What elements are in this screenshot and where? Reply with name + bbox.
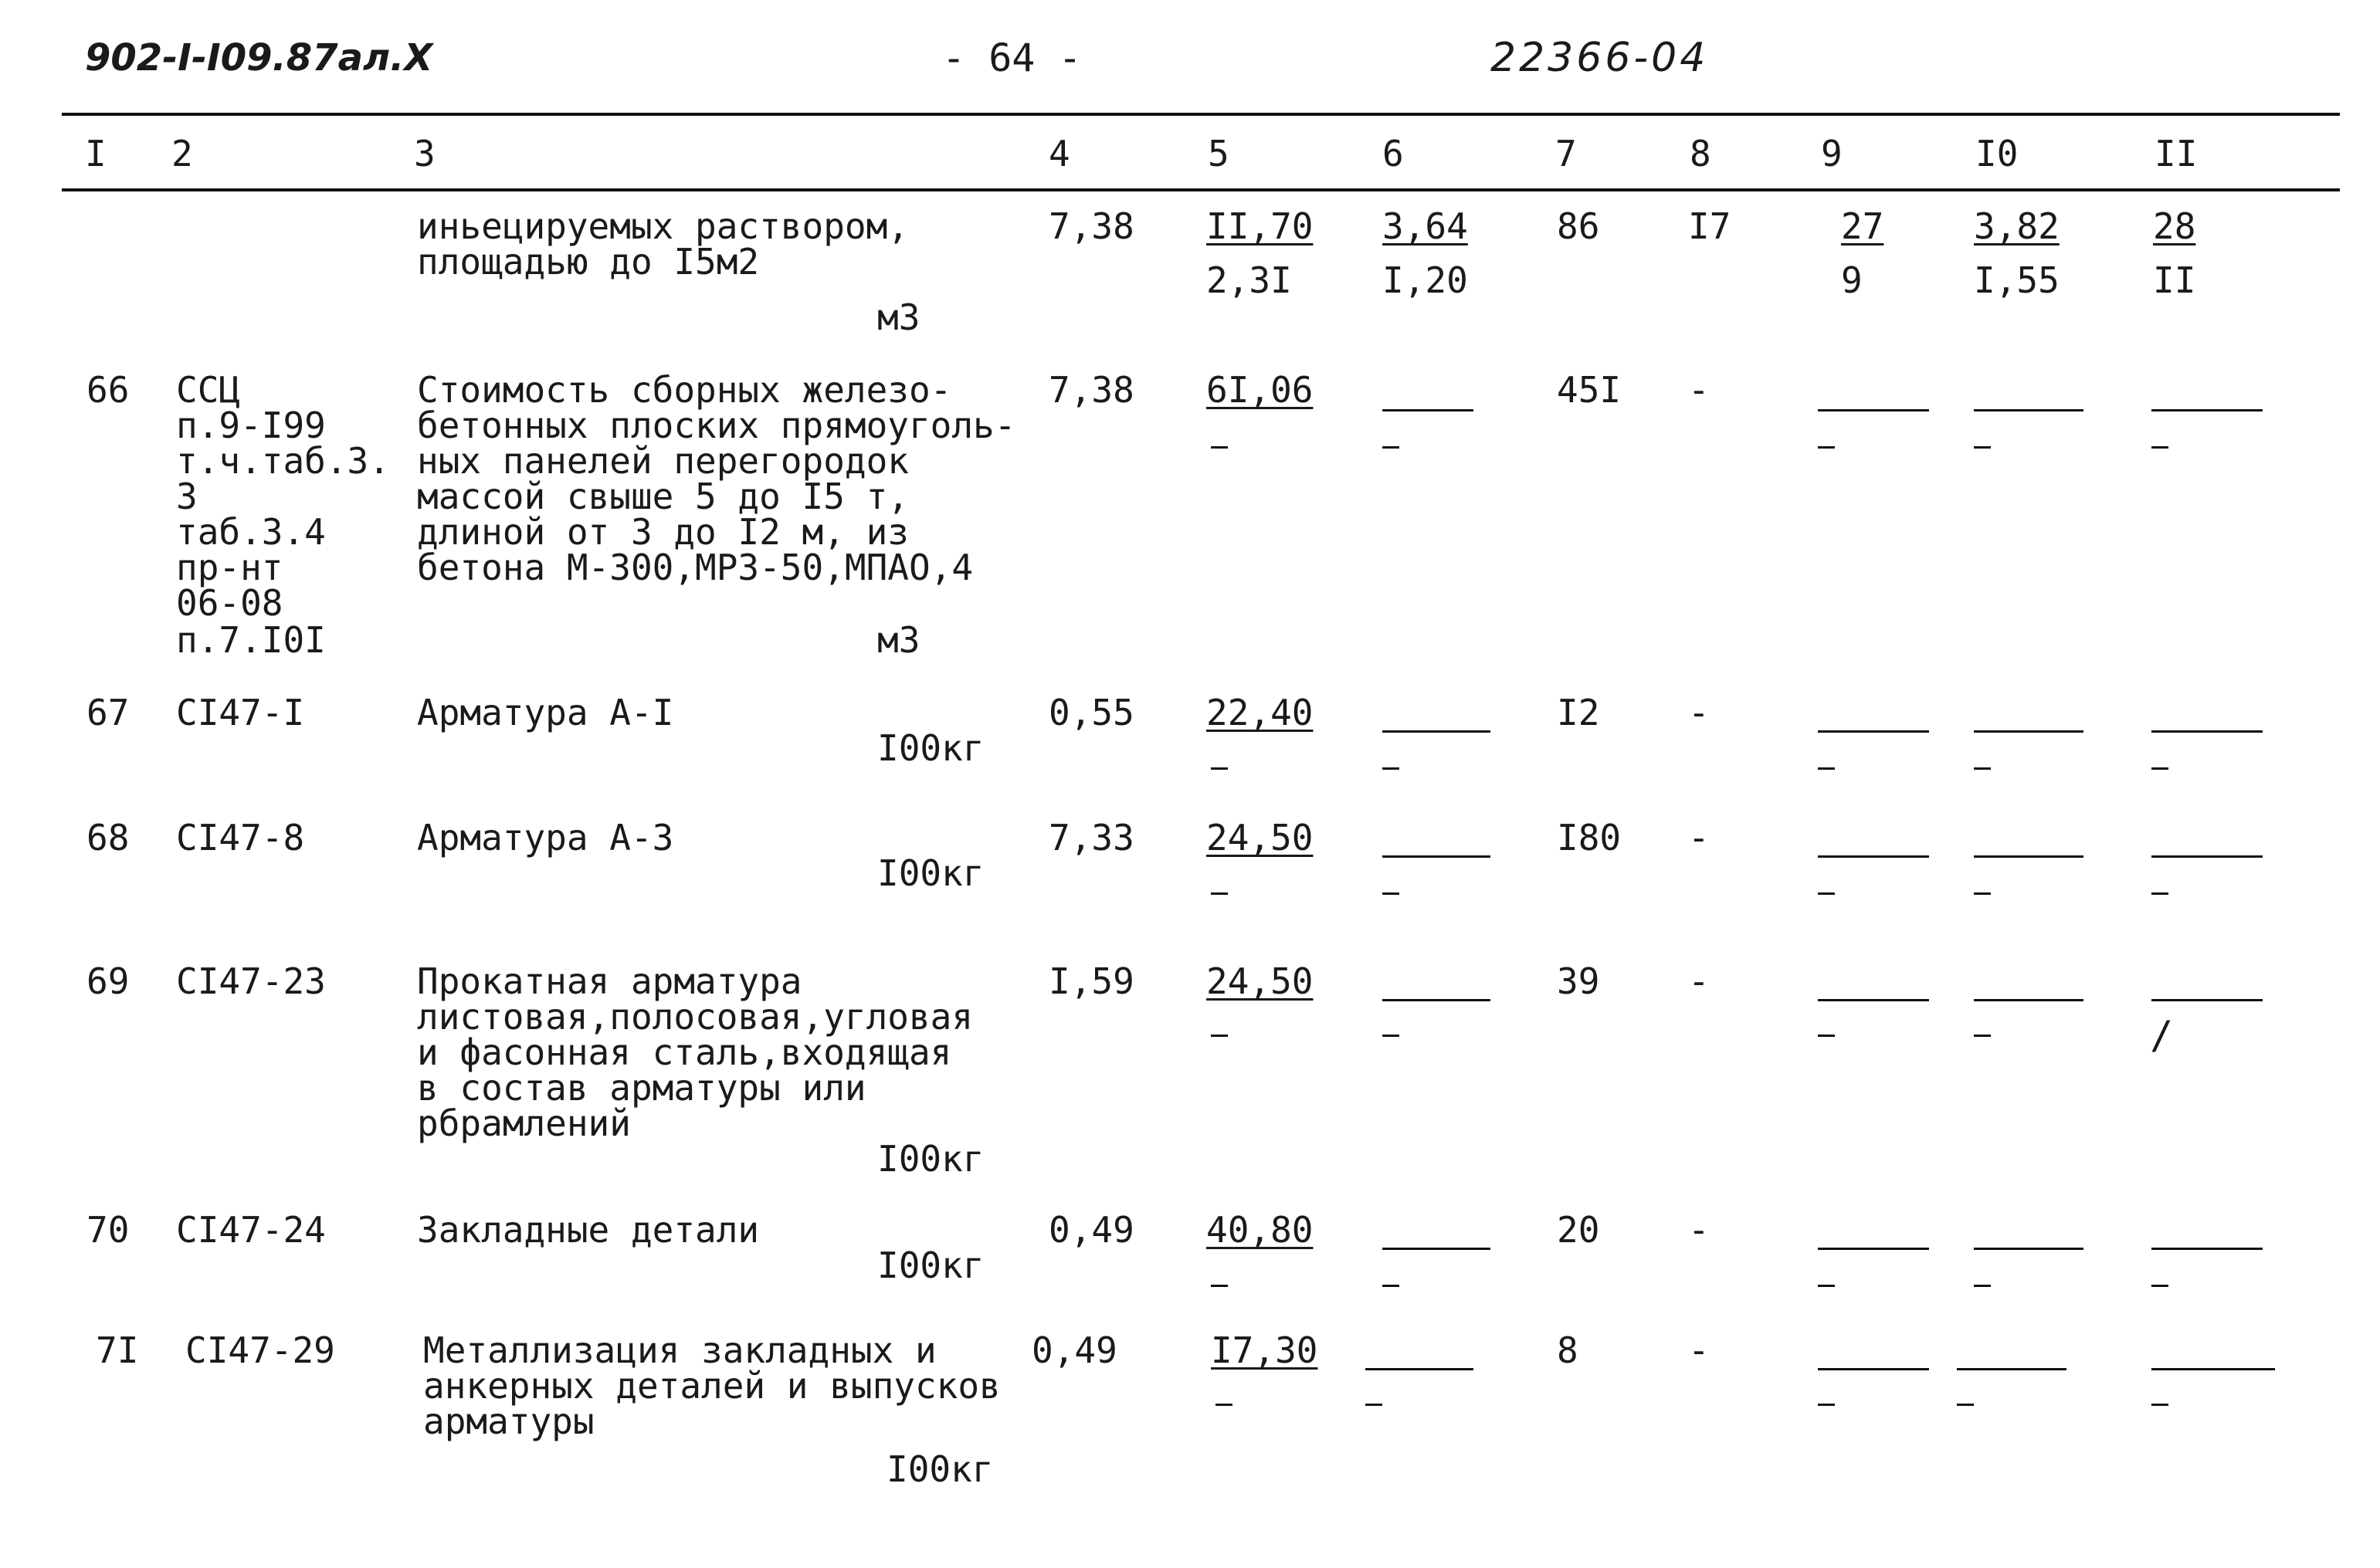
dash-col10-top: [1974, 730, 2083, 733]
dash-col5-bottom: [1211, 1285, 1228, 1287]
row-unit: I00кг: [877, 1245, 985, 1286]
cell-col8: -: [1688, 369, 1710, 411]
col-head-9: 9: [1821, 133, 1843, 174]
col-head-5: 5: [1208, 133, 1229, 174]
col-head-11: II: [2155, 133, 2198, 174]
dash-col6-top: [1382, 730, 1490, 733]
row-desc-line: Металлизация закладных и: [423, 1329, 937, 1371]
row-code-line: CI47-29: [185, 1329, 335, 1371]
row-desc-line: в состав арматуры или: [417, 1067, 866, 1109]
row-desc-line: Прокатная арматура: [417, 960, 802, 1002]
dash-col6-top: [1382, 855, 1490, 858]
dash-col9-bottom: [1818, 1035, 1835, 1037]
cell-col7: I80: [1557, 817, 1622, 859]
dash-col9-top: [1818, 1248, 1929, 1250]
col-head-1: I: [85, 133, 107, 174]
cell-col6-top: 3,64: [1382, 205, 1468, 247]
dash-col11-top: [2151, 1248, 2263, 1250]
row-desc-line: анкерных деталей и выпусков: [423, 1365, 1001, 1407]
cell-col9-bottom: 9: [1841, 259, 1863, 301]
row-number: 7I: [96, 1329, 139, 1371]
col-head-10: I0: [1975, 133, 2019, 174]
dash-col9-top: [1818, 1368, 1929, 1370]
cell-col11-mark: /: [2150, 1013, 2174, 1058]
dash-col10-top: [1974, 855, 2083, 858]
header-rule: [62, 113, 2340, 116]
dash-col9-top: [1818, 409, 1929, 411]
row-desc-line: Стоимость сборных железо-: [417, 369, 952, 411]
row-desc-line: иньецируемых раствором,: [417, 205, 909, 247]
cell-col8: I7: [1688, 205, 1731, 247]
row-code-line: ССЦ: [176, 369, 241, 411]
dash-col11-bottom: [2151, 767, 2168, 770]
row-code-line: CI47-24: [176, 1209, 326, 1251]
dash-col9-bottom: [1818, 1285, 1835, 1287]
row-code-line: CI47-I: [176, 692, 305, 733]
page-number: - 64 -: [942, 36, 1082, 80]
dash-col9-bottom: [1818, 1404, 1835, 1406]
cell-col5: 24,50: [1206, 817, 1314, 859]
row-desc-line: и фасонная сталь,входящая: [417, 1031, 952, 1073]
dash-col11-bottom: [2151, 1285, 2168, 1287]
dash-col6-top: [1382, 999, 1490, 1001]
row-desc-line: рбрамлений: [417, 1102, 631, 1144]
dash-col6-top: [1382, 1248, 1490, 1250]
row-code-line: пр-нт: [176, 547, 283, 588]
row-desc-line: Арматура А-3: [417, 817, 674, 859]
dash-col6-bottom: [1382, 767, 1399, 770]
cell-col5: 24,50: [1206, 960, 1314, 1002]
dash-col11-top: [2151, 730, 2263, 733]
cell-col6-bottom: I,20: [1382, 259, 1468, 301]
dash-col9-top: [1818, 999, 1929, 1001]
cell-col4: 7,38: [1049, 369, 1134, 411]
row-desc-line: бетона М-300,МРЗ-50,МПАО,4: [417, 547, 974, 588]
row-code-line: 3: [176, 476, 198, 517]
row-code-line: таб.3.4: [176, 511, 326, 553]
cell-col4: I,59: [1049, 960, 1134, 1002]
row-unit: I00кг: [887, 1448, 994, 1490]
dash-col6-top: [1365, 1368, 1473, 1370]
row-number: 66: [86, 369, 130, 411]
row-code-line: 06-08: [176, 582, 283, 624]
cell-col4: 7,38: [1049, 205, 1134, 247]
dash-col9-top: [1818, 730, 1929, 733]
row-desc-line: арматуры: [423, 1400, 595, 1442]
col-head-7: 7: [1555, 133, 1577, 174]
cell-col8: -: [1688, 817, 1710, 859]
row-unit: м3: [877, 619, 920, 661]
cell-col8: -: [1688, 960, 1710, 1002]
row-code-line: п.7.I0I: [176, 619, 326, 661]
cell-col7: 45I: [1557, 369, 1622, 411]
row-desc-line: длиной от 3 до I2 м, из: [417, 511, 909, 553]
dash-col5-bottom: [1215, 1404, 1232, 1406]
cell-col11-top: 28: [2153, 205, 2196, 247]
cell-col8: -: [1688, 1209, 1710, 1251]
row-code-line: т.ч.таб.3.: [176, 440, 390, 482]
cell-col7: 86: [1557, 205, 1600, 247]
cell-col5-top: II,70: [1206, 205, 1314, 247]
dash-col11-top: [2151, 999, 2263, 1001]
dash-col6-bottom: [1382, 1035, 1399, 1037]
row-code-line: CI47-23: [176, 960, 326, 1002]
dash-col11-top: [2151, 855, 2263, 858]
cell-col4: 0,49: [1032, 1329, 1117, 1371]
dash-col10-bottom: [1974, 1285, 1991, 1287]
dash-col6-bottom: [1365, 1404, 1382, 1406]
cell-col5-bottom: 2,3I: [1206, 259, 1292, 301]
dash-col11-bottom: [2151, 446, 2168, 449]
dash-col9-top: [1818, 855, 1929, 858]
row-number: 67: [86, 692, 130, 733]
dash-col10-top: [1974, 999, 2083, 1001]
cell-col10-top: 3,82: [1974, 205, 2060, 247]
col-head-6: 6: [1382, 133, 1404, 174]
row-unit: I00кг: [877, 852, 985, 894]
col-head-2: 2: [171, 133, 193, 174]
row-unit: м3: [877, 296, 920, 338]
row-desc-line: ных панелей перегородок: [417, 440, 909, 482]
dash-col10-top: [1974, 409, 2083, 411]
dash-col5-bottom: [1211, 446, 1228, 449]
document-reference: 22366-04: [1490, 35, 1709, 81]
dash-col10-bottom: [1974, 446, 1991, 449]
row-desc-line: Закладные детали: [417, 1209, 760, 1251]
cell-col5: 22,40: [1206, 692, 1314, 733]
dash-col11-bottom: [2151, 892, 2168, 895]
cell-col7: 8: [1557, 1329, 1578, 1371]
cell-col7: I2: [1557, 692, 1600, 733]
cell-col7: 20: [1557, 1209, 1600, 1251]
cell-col10-bottom: I,55: [1974, 259, 2060, 301]
dash-col5-bottom: [1211, 892, 1228, 895]
row-desc-line: листовая,полосовая,угловая: [417, 996, 974, 1038]
doc-code: 902-I-I09.87ал.X: [85, 36, 433, 80]
cell-col9-top: 27: [1841, 205, 1884, 247]
row-desc-line: площадью до I5м2: [417, 241, 760, 283]
column-head-rule: [62, 188, 2340, 191]
cell-col8: -: [1688, 1329, 1710, 1371]
dash-col6-bottom: [1382, 892, 1399, 895]
dash-col10-top: [1974, 1248, 2083, 1250]
dash-col9-bottom: [1818, 892, 1835, 895]
dash-col5-bottom: [1211, 767, 1228, 770]
cell-col4: 0,49: [1049, 1209, 1134, 1251]
row-desc-line: бетонных плоских прямоуголь-: [417, 405, 1016, 446]
dash-col5-bottom: [1211, 1035, 1228, 1037]
row-number: 70: [86, 1209, 130, 1251]
col-head-3: 3: [414, 133, 436, 174]
dash-col10-bottom: [1974, 767, 1991, 770]
dash-col11-top: [2151, 1368, 2275, 1370]
row-code-line: п.9-I99: [176, 405, 326, 446]
cell-col11-bottom: II: [2153, 259, 2196, 301]
dash-col11-top: [2151, 409, 2263, 411]
dash-col10-bottom: [1974, 892, 1991, 895]
cell-col7: 39: [1557, 960, 1600, 1002]
dash-col6-bottom: [1382, 446, 1399, 449]
dash-col10-bottom: [1957, 1404, 1974, 1406]
cell-col4: 0,55: [1049, 692, 1134, 733]
row-unit: I00кг: [877, 727, 985, 769]
cell-col5: 6I,06: [1206, 369, 1314, 411]
dash-col9-bottom: [1818, 767, 1835, 770]
col-head-8: 8: [1690, 133, 1711, 174]
row-unit: I00кг: [877, 1138, 985, 1180]
dash-col11-bottom: [2151, 1404, 2168, 1406]
dash-col6-top: [1382, 409, 1473, 411]
dash-col10-bottom: [1974, 1035, 1991, 1037]
cell-col4: 7,33: [1049, 817, 1134, 859]
cell-col8: -: [1688, 692, 1710, 733]
cell-col5: I7,30: [1211, 1329, 1318, 1371]
col-head-4: 4: [1049, 133, 1070, 174]
row-number: 69: [86, 960, 130, 1002]
row-number: 68: [86, 817, 130, 859]
cell-col5: 40,80: [1206, 1209, 1314, 1251]
row-desc-line: массой свыше 5 до I5 т,: [417, 476, 909, 517]
row-code-line: CI47-8: [176, 817, 305, 859]
row-desc-line: Арматура А-I: [417, 692, 674, 733]
dash-col6-bottom: [1382, 1285, 1399, 1287]
dash-col10-top: [1957, 1368, 2066, 1370]
dash-col9-bottom: [1818, 446, 1835, 449]
